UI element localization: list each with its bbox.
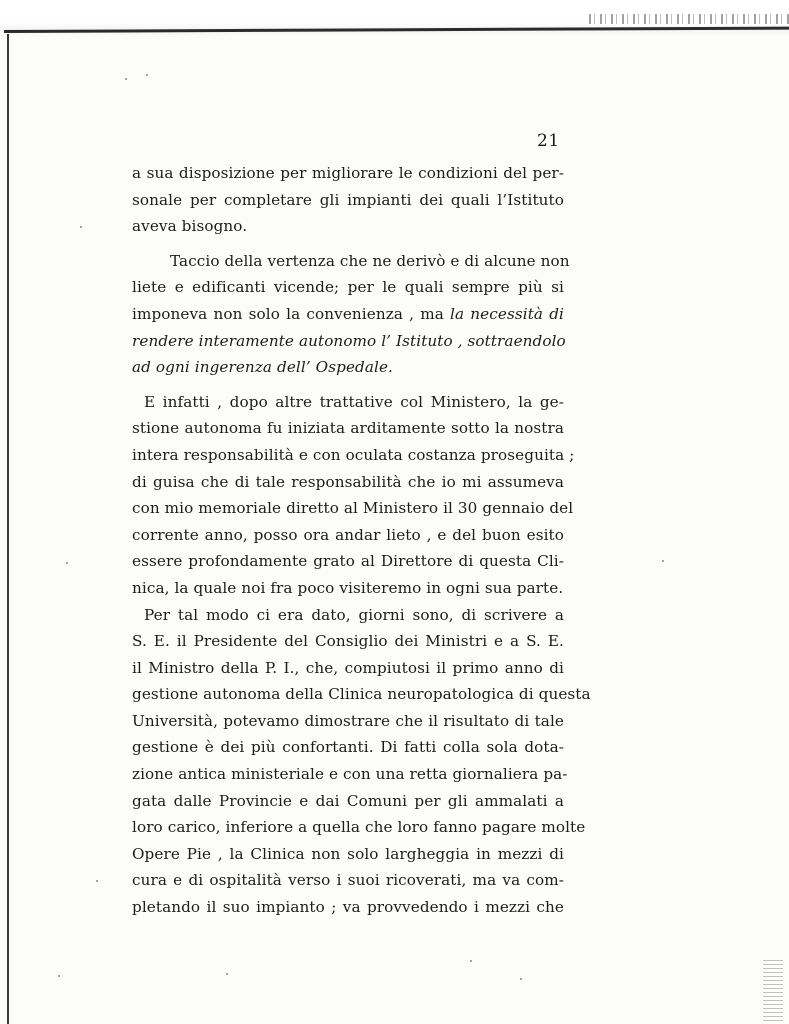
text-line: pletando il suo impianto ; va provvedendo i mezzi che [132, 898, 564, 917]
text-line: Per tal modo ci era dato, giorni sono, di scrivere a [144, 605, 564, 624]
scan-speck [80, 226, 82, 228]
text-line: nica, la quale noi fra poco visiteremo in ogni sua parte. [132, 578, 564, 597]
text-line: S. E. il Presidente del Consiglio dei Ministri e a S. E. [132, 632, 564, 651]
text-line: il Ministro della P. I., che, compiutosi il primo anno di [132, 658, 564, 677]
text-line: corrente anno, posso ora andar lieto , e del buon esito [132, 525, 564, 544]
text-line: rendere interamente autonomo l’ Istituto , sottraendolo [132, 331, 566, 350]
text-line: gestione autonoma della Clinica neuropatologica di questa [132, 685, 591, 704]
scan-speck [470, 960, 472, 962]
scan-top-noise [589, 14, 789, 24]
text-line: E infatti , dopo altre trattative col Ministero, la ge- [144, 392, 564, 411]
text-line: loro carico, inferiore a quella che loro fanno pagare molte [132, 818, 586, 837]
scan-speck [96, 880, 98, 882]
text-line: Università, potevamo dimostrare che il risultato di tale [132, 711, 564, 730]
text-line: zione antica ministeriale e con una retta giornaliera pa- [132, 765, 568, 784]
text-line: liete e edificanti vicende; per le quali sempre più si [132, 278, 564, 297]
text-line: con mio memoriale diretto al Ministero il 30 gennaio del [132, 499, 574, 518]
text-line: essere profondamente grato al Direttore di questa Cli- [132, 552, 564, 571]
body-text [132, 160, 591, 921]
scan-left-edge-line [7, 34, 9, 1024]
text-line: imponeva non solo la convenienza , ma la necessità di [132, 304, 564, 323]
text-line: stione autonoma fu iniziata arditamente sotto la nostra [132, 419, 564, 438]
page-number: 21 [537, 131, 560, 151]
text-line: cura e di ospitalità verso i suoi ricoverati, ma va com- [132, 871, 564, 890]
scan-speck [520, 978, 522, 980]
scan-right-edge-noise [763, 960, 783, 1024]
text-line: Taccio della vertenza che ne derivò e di alcune non [170, 251, 570, 270]
scan-speck [146, 74, 148, 76]
text-line: Opere Pie , la Clinica non solo largheggia in mezzi di [132, 844, 564, 863]
text-line: sonale per completare gli impianti dei quali l’Istituto [132, 190, 564, 209]
text-line: gata dalle Provincie e dai Comuni per gli ammalati a [132, 791, 564, 810]
scan-speck [58, 975, 60, 977]
text-line: intera responsabilità e con oculata costanza proseguita ; [132, 445, 575, 464]
text-line: gestione è dei più confortanti. Di fatti colla sola dota- [132, 738, 564, 757]
scan-speck [125, 78, 127, 80]
scan-speck [66, 562, 68, 564]
text-line: aveva bisogno. [132, 217, 248, 236]
scan-speck [662, 560, 664, 562]
scan-speck [226, 973, 228, 975]
text-line: a sua disposizione per migliorare le condizioni del per- [132, 164, 564, 182]
text-line: ad ogni ingerenza dell’ Ospedale. [132, 358, 393, 377]
text-line: di guisa che di tale responsabilità che io mi assumeva [132, 472, 564, 491]
